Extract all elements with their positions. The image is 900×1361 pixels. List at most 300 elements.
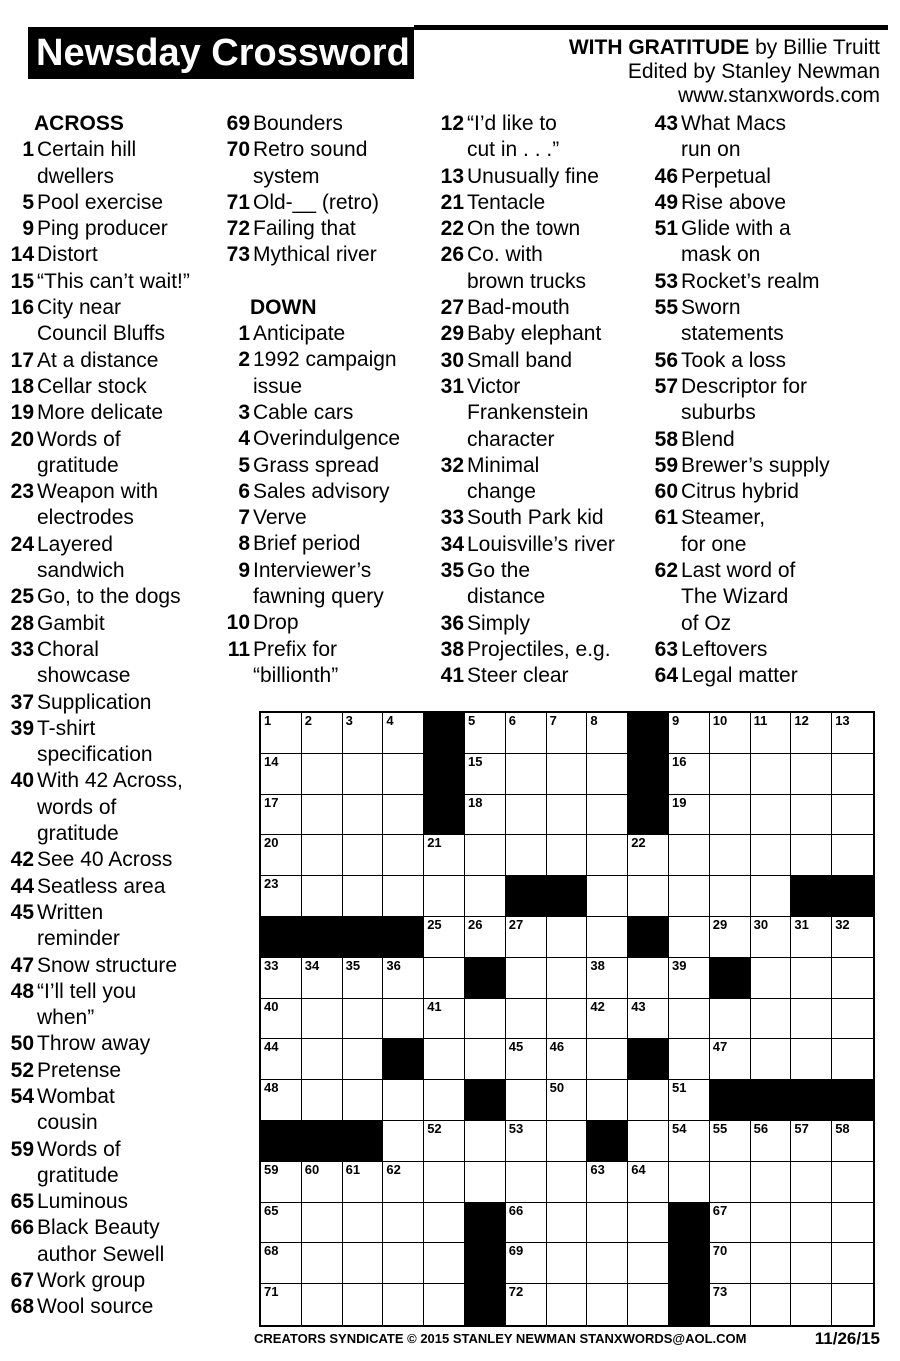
grid-cell[interactable] <box>506 1080 547 1121</box>
grid-cell[interactable] <box>669 754 710 795</box>
grid-cell[interactable] <box>261 835 302 876</box>
grid-cell[interactable] <box>710 999 751 1040</box>
grid-cell[interactable] <box>832 795 873 836</box>
grid-cell[interactable] <box>383 876 424 917</box>
grid-cell[interactable] <box>669 958 710 999</box>
grid-cell[interactable] <box>302 1162 343 1203</box>
grid-cell[interactable] <box>261 1203 302 1244</box>
grid-cell[interactable] <box>383 795 424 836</box>
clue-text: Certain hill dwellers <box>37 138 137 188</box>
grid-cell[interactable] <box>465 1121 506 1162</box>
grid-cell[interactable] <box>465 795 506 836</box>
clue-number: 34 <box>440 532 464 556</box>
clue-number: 6 <box>238 479 250 503</box>
grid-cell[interactable] <box>465 917 506 958</box>
grid-cell[interactable] <box>587 795 628 836</box>
theme-title: WITH GRATITUDE <box>568 36 750 59</box>
grid-cell[interactable] <box>424 1121 465 1162</box>
grid-cell[interactable] <box>710 795 751 836</box>
grid-cell[interactable] <box>791 754 832 795</box>
grid-cell[interactable] <box>424 1243 465 1284</box>
clue-number: 5 <box>22 190 34 214</box>
grid-cell[interactable] <box>791 999 832 1040</box>
grid-cell[interactable] <box>710 1243 751 1284</box>
grid-cell[interactable] <box>628 1080 669 1121</box>
clue-number: 9 <box>22 217 34 241</box>
grid-cell[interactable] <box>710 917 751 958</box>
grid-cell[interactable] <box>587 1039 628 1080</box>
clue-text: T-shirt specification <box>37 716 153 767</box>
clue-text: Blend <box>681 427 735 451</box>
grid-cell[interactable] <box>506 795 547 836</box>
clue-text: Leftovers <box>681 637 768 661</box>
clue-text: At a distance <box>37 348 159 372</box>
grid-cell[interactable] <box>587 917 628 958</box>
grid-cell[interactable] <box>302 958 343 999</box>
cell-number: 49 <box>467 1080 483 1096</box>
grid-cell[interactable] <box>424 1039 465 1080</box>
clue-item <box>4 348 232 374</box>
grid-cell[interactable] <box>669 917 710 958</box>
black-square <box>261 1121 302 1162</box>
grid-cell[interactable] <box>751 1121 792 1162</box>
clue-text: Rise above <box>681 190 787 214</box>
grid-cell[interactable] <box>343 1243 384 1284</box>
grid-cell[interactable] <box>261 1080 302 1121</box>
grid-cell[interactable] <box>832 754 873 795</box>
grid-cell[interactable] <box>343 835 384 876</box>
grid-cell[interactable] <box>832 713 873 754</box>
clue-text: Grass spread <box>253 453 380 477</box>
grid-cell[interactable] <box>547 754 588 795</box>
clue-item <box>4 847 232 873</box>
grid-cell[interactable] <box>343 1284 384 1325</box>
clue-number: 68 <box>10 1295 34 1319</box>
clue-item <box>220 111 448 137</box>
grid-cell[interactable] <box>751 1284 792 1325</box>
clue-item <box>4 1268 232 1294</box>
clue-number: 70 <box>226 138 250 162</box>
grid-cell[interactable] <box>302 1203 343 1244</box>
cell-number: 56 <box>753 1120 769 1136</box>
cell-number: 68 <box>264 1243 279 1259</box>
grid-cell[interactable] <box>751 1203 792 1244</box>
grid-cell[interactable] <box>832 1039 873 1080</box>
clue-item <box>648 453 876 479</box>
clue-text: Glide with a mask on <box>681 217 791 267</box>
clue-item <box>648 427 876 453</box>
grid-cell[interactable] <box>547 958 588 999</box>
grid-cell[interactable] <box>547 917 588 958</box>
grid-cell[interactable] <box>424 1203 465 1244</box>
grid-cell[interactable] <box>710 754 751 795</box>
grid-cell[interactable] <box>383 1080 424 1121</box>
clue-number: 17 <box>10 348 34 372</box>
grid-cell[interactable] <box>832 917 873 958</box>
grid-cell[interactable] <box>628 999 669 1040</box>
grid-cell[interactable] <box>710 1121 751 1162</box>
grid-cell[interactable] <box>343 795 384 836</box>
grid-cell[interactable] <box>547 999 588 1040</box>
clue-number: 64 <box>654 664 678 688</box>
clue-text: More delicate <box>37 401 164 425</box>
grid-cell[interactable] <box>628 1243 669 1284</box>
grid-cell[interactable] <box>587 1080 628 1121</box>
clue-text: Choral showcase <box>37 637 131 688</box>
grid-cell[interactable] <box>424 1284 465 1325</box>
grid-cell[interactable] <box>261 999 302 1040</box>
grid-cell[interactable] <box>832 1243 873 1284</box>
clue-number: 66 <box>10 1216 34 1240</box>
clue-item <box>648 111 876 164</box>
clue-item <box>4 953 232 979</box>
grid-cell[interactable] <box>587 754 628 795</box>
grid-cell[interactable] <box>343 876 384 917</box>
grid-cell[interactable] <box>791 1203 832 1244</box>
grid-cell[interactable] <box>547 835 588 876</box>
cell-number: 31 <box>794 916 809 932</box>
black-square <box>343 917 384 958</box>
grid-cell[interactable] <box>547 1121 588 1162</box>
clue-number: 5 <box>238 453 250 477</box>
cell-number: 30 <box>753 916 769 932</box>
grid-cell[interactable] <box>465 876 506 917</box>
grid-cell[interactable] <box>710 713 751 754</box>
grid-cell[interactable] <box>424 917 465 958</box>
clue-text: Throw away <box>37 1032 151 1056</box>
grid-cell[interactable] <box>628 1121 669 1162</box>
grid-cell[interactable] <box>669 713 710 754</box>
clue-number: 47 <box>10 953 34 977</box>
grid-cell[interactable] <box>587 958 628 999</box>
grid-cell[interactable] <box>832 1203 873 1244</box>
grid-cell[interactable] <box>587 835 628 876</box>
grid-cell[interactable] <box>669 1039 710 1080</box>
grid-cell[interactable] <box>751 999 792 1040</box>
grid-cell[interactable] <box>383 1203 424 1244</box>
grid-cell[interactable] <box>343 1162 384 1203</box>
grid-cell[interactable] <box>343 1203 384 1244</box>
clue-number: 44 <box>10 874 34 898</box>
grid-cell[interactable] <box>506 1243 547 1284</box>
grid-cell[interactable] <box>465 713 506 754</box>
grid-cell[interactable] <box>343 713 384 754</box>
grid-cell[interactable] <box>547 1162 588 1203</box>
grid-cell[interactable] <box>547 1203 588 1244</box>
grid-cell[interactable] <box>791 1039 832 1080</box>
clue-number: 33 <box>10 637 34 661</box>
clue-text: Minimal change <box>467 453 540 504</box>
grid-cell[interactable] <box>751 795 792 836</box>
grid-cell[interactable] <box>587 1243 628 1284</box>
grid-cell[interactable] <box>506 917 547 958</box>
grid-cell[interactable] <box>506 1039 547 1080</box>
grid-cell[interactable] <box>710 1203 751 1244</box>
grid-cell[interactable] <box>302 835 343 876</box>
grid-cell[interactable] <box>302 876 343 917</box>
grid-cell[interactable] <box>587 713 628 754</box>
cell-number: 12 <box>794 713 809 728</box>
grid-cell[interactable] <box>343 1039 384 1080</box>
clue-item <box>4 532 232 585</box>
grid-cell[interactable] <box>547 1080 588 1121</box>
grid-cell[interactable] <box>506 754 547 795</box>
clue-number: 30 <box>440 348 464 372</box>
grid-cell[interactable] <box>547 713 588 754</box>
clue-number: 57 <box>654 374 678 398</box>
black-square <box>465 958 506 999</box>
grid-cell[interactable] <box>261 754 302 795</box>
clue-number: 37 <box>10 690 34 714</box>
grid-cell[interactable] <box>383 1162 424 1203</box>
clue-item <box>648 269 876 295</box>
footer <box>254 1328 880 1350</box>
clue-text: Words of gratitude <box>37 427 121 477</box>
grid-cell[interactable] <box>791 795 832 836</box>
grid-cell[interactable] <box>628 1284 669 1325</box>
grid-cell[interactable] <box>669 1162 710 1203</box>
grid-cell[interactable] <box>791 835 832 876</box>
clue-number: 8 <box>238 532 250 556</box>
grid-cell[interactable] <box>506 713 547 754</box>
grid-cell[interactable] <box>506 1284 547 1325</box>
grid-cell[interactable] <box>383 999 424 1040</box>
cell-number: 36 <box>386 957 401 973</box>
grid-cell[interactable] <box>751 1243 792 1284</box>
grid-cell[interactable] <box>791 713 832 754</box>
grid-cell[interactable] <box>832 835 873 876</box>
clue-number: 15 <box>10 269 34 293</box>
clue-item <box>220 137 448 190</box>
grid-cell[interactable] <box>587 1284 628 1325</box>
clue-item <box>648 374 876 427</box>
grid-cell[interactable] <box>791 958 832 999</box>
grid-cell[interactable] <box>751 754 792 795</box>
clue-text: Seatless area <box>37 874 166 898</box>
grid-cell[interactable] <box>302 713 343 754</box>
clue-number: 60 <box>654 480 678 504</box>
grid-cell[interactable] <box>383 1121 424 1162</box>
grid-cell[interactable] <box>424 958 465 999</box>
clue-number: 23 <box>10 480 34 504</box>
grid-cell[interactable] <box>710 1039 751 1080</box>
grid-cell[interactable] <box>302 1284 343 1325</box>
grid-cell[interactable] <box>547 1284 588 1325</box>
grid-cell[interactable] <box>791 1243 832 1284</box>
clue-item <box>434 663 662 689</box>
grid-cell[interactable] <box>751 1039 792 1080</box>
grid-cell[interactable] <box>628 1162 669 1203</box>
grid-cell[interactable] <box>506 1162 547 1203</box>
clue-text: Bad-mouth <box>467 296 570 320</box>
grid-cell[interactable] <box>628 876 669 917</box>
grid-cell[interactable] <box>832 1284 873 1325</box>
grid-cell[interactable] <box>261 1039 302 1080</box>
grid-cell[interactable] <box>465 1162 506 1203</box>
cell-number: 35 <box>345 957 361 973</box>
clue-item <box>220 637 448 690</box>
grid-cell[interactable] <box>465 754 506 795</box>
grid-cell[interactable] <box>547 1243 588 1284</box>
grid-cell[interactable] <box>547 795 588 836</box>
grid-cell[interactable] <box>669 999 710 1040</box>
grid-cell[interactable] <box>424 835 465 876</box>
grid-cell[interactable] <box>343 1080 384 1121</box>
clue-item <box>220 610 448 636</box>
clue-text: Weapon with electrodes <box>37 480 159 530</box>
grid-cell[interactable] <box>383 1243 424 1284</box>
grid-cell[interactable] <box>261 1162 302 1203</box>
grid-cell[interactable] <box>383 835 424 876</box>
grid-cell[interactable] <box>710 876 751 917</box>
cell-number: 60 <box>304 1161 320 1177</box>
clue-number: 43 <box>654 112 678 135</box>
clue-item <box>434 190 662 216</box>
grid-cell[interactable] <box>383 754 424 795</box>
grid-cell[interactable] <box>261 876 302 917</box>
grid-cell[interactable] <box>669 795 710 836</box>
clue-item <box>4 1084 232 1137</box>
cell-number: 7 <box>549 713 557 728</box>
clue-item <box>434 216 662 242</box>
cell-number: 22 <box>631 835 646 851</box>
grid-cell[interactable] <box>261 1284 302 1325</box>
grid-cell[interactable] <box>628 835 669 876</box>
clue-number: 59 <box>654 453 678 477</box>
grid-cell[interactable] <box>302 754 343 795</box>
clue-item <box>648 479 876 505</box>
grid-cell[interactable] <box>343 958 384 999</box>
clue-item <box>4 295 232 348</box>
clue-text: Written reminder <box>37 900 120 951</box>
grid-cell[interactable] <box>302 1039 343 1080</box>
clue-text: Projectiles, e.g. <box>467 637 611 661</box>
clue-number: 38 <box>440 637 464 661</box>
clue-number: 62 <box>654 559 678 583</box>
cell-number: 34 <box>304 957 320 973</box>
grid-cell[interactable] <box>343 999 384 1040</box>
grid-cell[interactable] <box>669 876 710 917</box>
grid-cell[interactable] <box>302 1243 343 1284</box>
clue-text: Gambit <box>37 611 105 635</box>
grid-cell[interactable] <box>669 835 710 876</box>
grid-cell[interactable] <box>832 999 873 1040</box>
grid-cell[interactable] <box>751 835 792 876</box>
grid-cell[interactable] <box>832 1121 873 1162</box>
clue-item <box>4 479 232 532</box>
grid-cell[interactable] <box>261 795 302 836</box>
clue-text: Rocket’s realm <box>681 269 820 293</box>
grid-cell[interactable] <box>465 1039 506 1080</box>
clue-item <box>4 1215 232 1268</box>
grid-cell[interactable] <box>710 1162 751 1203</box>
cell-number: 25 <box>427 916 442 932</box>
grid-cell[interactable] <box>669 1080 710 1121</box>
grid-cell[interactable] <box>424 1162 465 1203</box>
clue-text: Perpetual <box>681 164 771 188</box>
grid-cell[interactable] <box>424 876 465 917</box>
grid-cell[interactable] <box>587 999 628 1040</box>
grid-cell[interactable] <box>710 1284 751 1325</box>
cell-number: 42 <box>590 998 605 1014</box>
grid-cell[interactable] <box>506 1203 547 1244</box>
black-square <box>465 1284 506 1325</box>
grid-cell[interactable] <box>302 1080 343 1121</box>
grid-cell[interactable] <box>383 1284 424 1325</box>
grid-cell[interactable] <box>751 958 792 999</box>
grid-cell[interactable] <box>465 835 506 876</box>
grid-cell[interactable] <box>791 1162 832 1203</box>
grid-cell[interactable] <box>751 917 792 958</box>
clue-text: Took a loss <box>681 348 787 372</box>
grid-cell[interactable] <box>261 1243 302 1284</box>
grid-cell[interactable] <box>751 713 792 754</box>
grid-cell[interactable] <box>669 1121 710 1162</box>
grid-cell[interactable] <box>587 876 628 917</box>
cell-number: 2 <box>304 713 313 728</box>
grid-cell[interactable] <box>506 835 547 876</box>
grid-cell[interactable] <box>791 917 832 958</box>
clue-text: Ping producer <box>37 217 168 241</box>
black-square <box>424 754 465 795</box>
cell-number: 14 <box>264 753 279 769</box>
grid-cell[interactable] <box>302 795 343 836</box>
grid-cell[interactable] <box>261 713 302 754</box>
clue-item <box>4 242 232 268</box>
grid-cell[interactable] <box>628 1203 669 1244</box>
grid-cell[interactable] <box>424 1080 465 1121</box>
grid-cell[interactable] <box>791 1121 832 1162</box>
grid-cell[interactable] <box>587 1162 628 1203</box>
grid-cell[interactable] <box>751 1162 792 1203</box>
clue-item <box>4 900 232 953</box>
cell-number: 57 <box>794 1120 809 1136</box>
grid-cell[interactable] <box>261 958 302 999</box>
clue-item <box>220 242 448 268</box>
clue-number: 40 <box>10 769 34 793</box>
clue-item <box>4 584 232 610</box>
cell-number: 18 <box>467 794 483 810</box>
clue-text: Co. with brown trucks <box>467 243 587 293</box>
cell-number: 9 <box>671 713 680 728</box>
cell-number: 70 <box>712 1243 728 1259</box>
grid-cell[interactable] <box>587 1203 628 1244</box>
grid-cell[interactable] <box>506 999 547 1040</box>
grid-cell[interactable] <box>832 1162 873 1203</box>
grid-cell[interactable] <box>791 1284 832 1325</box>
clue-item <box>648 295 876 348</box>
cell-number: 55 <box>712 1120 728 1136</box>
grid-cell[interactable] <box>506 1121 547 1162</box>
grid-cell[interactable] <box>506 958 547 999</box>
grid-cell[interactable] <box>465 999 506 1040</box>
grid-cell[interactable] <box>710 835 751 876</box>
clue-number: 33 <box>440 506 464 530</box>
grid-cell[interactable] <box>424 999 465 1040</box>
grid-cell[interactable] <box>628 958 669 999</box>
grid-cell[interactable] <box>751 876 792 917</box>
clue-item <box>434 348 662 374</box>
grid-cell[interactable] <box>302 999 343 1040</box>
black-square <box>791 1080 832 1121</box>
grid-cell[interactable] <box>383 713 424 754</box>
grid-cell[interactable] <box>383 958 424 999</box>
grid-cell[interactable] <box>547 1039 588 1080</box>
grid-cell[interactable] <box>832 958 873 999</box>
clue-number: 7 <box>238 506 250 530</box>
clue-number: 54 <box>10 1084 34 1108</box>
grid-cell[interactable] <box>343 754 384 795</box>
